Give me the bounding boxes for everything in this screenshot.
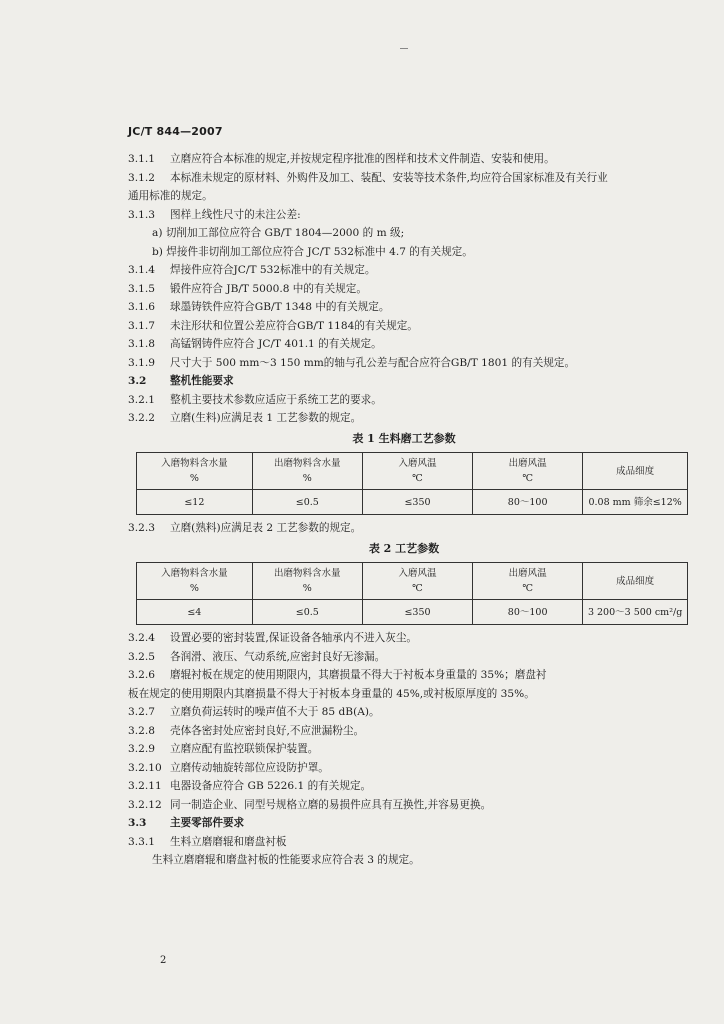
clause-text: 锻件应符合 JB/T 5000.8 中的有关规定。: [170, 282, 367, 295]
clause-text: a) 切削加工部位应符合 GB/T 1804—2000 的 m 级;: [152, 227, 405, 239]
clause-text: 同一制造企业、同型号规格立磨的易损件应具有互换性,并容易更换。: [170, 798, 492, 811]
table-header-cell: 出磨物料含水量 %: [252, 563, 362, 600]
clause-text: 整机性能要求: [170, 375, 234, 387]
table-cell: 80～100: [473, 600, 583, 625]
clause-text: 立磨负荷运转时的噪声值不大于 85 dB(A)。: [170, 706, 380, 718]
clause-text: 整机主要技术参数应适应于系统工艺的要求。: [170, 393, 382, 406]
clause-line: [128, 245, 680, 260]
clause-text: b) 焊接件非切削加工部位应符合 JC/T 532标准中 4.7 的有关规定。: [152, 245, 473, 258]
clause-text: 立磨应符合本标准的规定,并按规定程序批准的图样和技术文件制造、安装和使用。: [170, 153, 555, 165]
clause-text: 立磨传动轴旋转部位应设防护罩。: [170, 761, 329, 774]
clause-line: [128, 263, 680, 278]
clause-text: 未注形状和位置公差应符合GB/T 1184的有关规定。: [170, 319, 418, 332]
clause-text: 立磨(生料)应满足表 1 工艺参数的规定。: [170, 412, 362, 424]
table-header-cell: 成品细度: [583, 453, 688, 490]
clause-number: 3.1.5: [128, 282, 155, 295]
clause-number: 3.1.3: [128, 208, 155, 221]
clause-number: 3.1.9: [128, 356, 155, 369]
clause-line: [128, 411, 680, 426]
clause-3-2-3: [128, 521, 680, 536]
clause-number: 3.1.8: [128, 338, 155, 350]
table-cell: ≤12: [137, 490, 253, 515]
table-cell: ≤350: [362, 490, 472, 515]
clause-text: 生料立磨磨辊和磨盘衬板的性能要求应符合表 3 的规定。: [152, 854, 420, 866]
clause-number: 3.2.7: [128, 706, 155, 718]
clause-text: 各润滑、液压、气动系统,应密封良好无渗漏。: [170, 650, 386, 663]
clause-number: 3.2.6: [128, 669, 155, 681]
clause-number: 3.2.1: [128, 393, 155, 406]
table-row: [137, 600, 688, 625]
clause-line: [128, 687, 680, 702]
clause-line: [128, 282, 680, 297]
clause-line: [128, 779, 680, 794]
clause-text: 生料立磨磨辊和磨盘衬板: [170, 835, 287, 848]
clause-line: [128, 761, 680, 776]
table-header-cell: 入磨物料含水量 %: [137, 563, 253, 600]
clause-text: 立磨应配有监控联锁保护装置。: [170, 743, 319, 755]
table-cell: 80～100: [473, 490, 583, 515]
clause-number: 3.2.8: [128, 724, 155, 737]
table-header-cell: 出磨风温 ℃: [473, 563, 583, 600]
clause-line: [128, 853, 680, 868]
clause-text: 通用标准的规定。: [128, 190, 213, 202]
clause-number: 3.2.9: [128, 743, 155, 755]
clause-number: 3.2: [128, 375, 147, 387]
clause-line: [128, 319, 680, 334]
clause-block-1: [128, 152, 680, 426]
table-1-header-row: [137, 453, 688, 490]
clause-line: [128, 668, 680, 683]
clause-number: 3.1.6: [128, 301, 155, 313]
clause-text: 本标准未规定的原材料、外购件及加工、装配、安装等技术条件,均应符合国家标准及有关行业: [170, 171, 608, 184]
clause-number: 3.2.10: [128, 761, 162, 774]
clause-text: 设置必要的密封装置,保证设备各轴承内不进入灰尘。: [170, 632, 418, 644]
table-cell: 3 200～3 500 cm²/g: [583, 600, 688, 625]
clause-line: [128, 724, 680, 739]
clause-line: [128, 705, 680, 720]
scan-mark: [400, 48, 408, 49]
clause-number: 3.2.3: [128, 522, 155, 534]
clause-block-2: [128, 631, 680, 868]
table-2-caption: 表 2 工艺参数: [368, 542, 440, 555]
clause-line: [128, 171, 680, 186]
clause-number: 3.2.12: [128, 798, 162, 811]
table-2-header-row: [137, 563, 688, 600]
clause-text: 尺寸大于 500 mm～3 150 mm的轴与孔公差与配合应符合GB/T 1801 的有关规定。: [170, 356, 576, 369]
table-header-cell: 入磨物料含水量 %: [137, 453, 253, 490]
table-2: [136, 562, 688, 625]
standard-number: JC/T 844—2007: [128, 125, 223, 138]
clause-text: 立磨(熟料)应满足表 2 工艺参数的规定。: [170, 522, 362, 534]
table-header-cell: 出磨物料含水量 %: [252, 453, 362, 490]
table-header-cell: 入磨风温 ℃: [362, 563, 472, 600]
clause-number: 3.1.4: [128, 264, 155, 276]
clause-number: 3.1.2: [128, 171, 155, 184]
clause-line: [128, 356, 680, 371]
clause-number: 3.2.4: [128, 632, 155, 644]
clause-line: [128, 189, 680, 204]
clause-number: 3.3.1: [128, 835, 155, 848]
table-row: [137, 490, 688, 515]
clause-number: 3.2.11: [128, 780, 162, 792]
clause-number: 3.2.2: [128, 412, 155, 424]
clause-line: [128, 631, 680, 646]
table-cell: ≤4: [137, 600, 253, 625]
clause-line: [128, 300, 680, 315]
clause-line: [128, 226, 680, 241]
clause-line: [128, 208, 680, 223]
page-number: 2: [160, 955, 167, 966]
document-body: [128, 152, 683, 872]
clause-text: 壳体各密封处应密封良好,不应泄漏粉尘。: [170, 724, 365, 737]
clause-text: 电器设备应符合 GB 5226.1 的有关规定。: [170, 780, 372, 792]
clause-text: 高锰钢铸件应符合 JC/T 401.1 的有关规定。: [170, 338, 382, 350]
clause-number: 3.1.1: [128, 153, 155, 165]
clause-line: [128, 374, 680, 389]
table-cell: ≤350: [362, 600, 472, 625]
table-1-caption: 表 1 生料磨工艺参数: [352, 432, 456, 445]
clause-number: 3.3: [128, 817, 147, 829]
clause-text: 磨辊衬板在规定的使用期限内，其磨损量不得大于衬板本身重量的 35%；磨盘衬: [170, 669, 547, 681]
table-1: [136, 452, 688, 515]
clause-line: [128, 393, 680, 408]
clause-line: [128, 835, 680, 850]
clause-line: [128, 650, 680, 665]
table-header-cell: 出磨风温 ℃: [473, 453, 583, 490]
clause-text: 焊接件应符合JC/T 532标准中的有关规定。: [170, 264, 376, 276]
clause-line: [128, 816, 680, 831]
clause-text: 图样上线性尺寸的未注公差:: [170, 208, 301, 221]
clause-text: 板在规定的使用期限内其磨损量不得大于衬板本身重量的 45%,或衬板原厚度的 35%。: [128, 687, 535, 700]
table-header-cell: 成品细度: [583, 563, 688, 600]
clause-text: 球墨铸铁件应符合GB/T 1348 中的有关规定。: [170, 301, 390, 313]
clause-number: 3.1.7: [128, 319, 155, 332]
clause-number: 3.2.5: [128, 650, 155, 663]
clause-line: [128, 798, 680, 813]
table-cell: 0.08 mm 筛余≤12%: [583, 490, 688, 515]
clause-line: [128, 742, 680, 757]
table-cell: ≤0.5: [252, 600, 362, 625]
clause-line: [128, 337, 680, 352]
table-header-cell: 入磨风温 ℃: [362, 453, 472, 490]
table-cell: ≤0.5: [252, 490, 362, 515]
clause-text: 主要零部件要求: [170, 817, 245, 829]
clause-line: [128, 152, 680, 167]
